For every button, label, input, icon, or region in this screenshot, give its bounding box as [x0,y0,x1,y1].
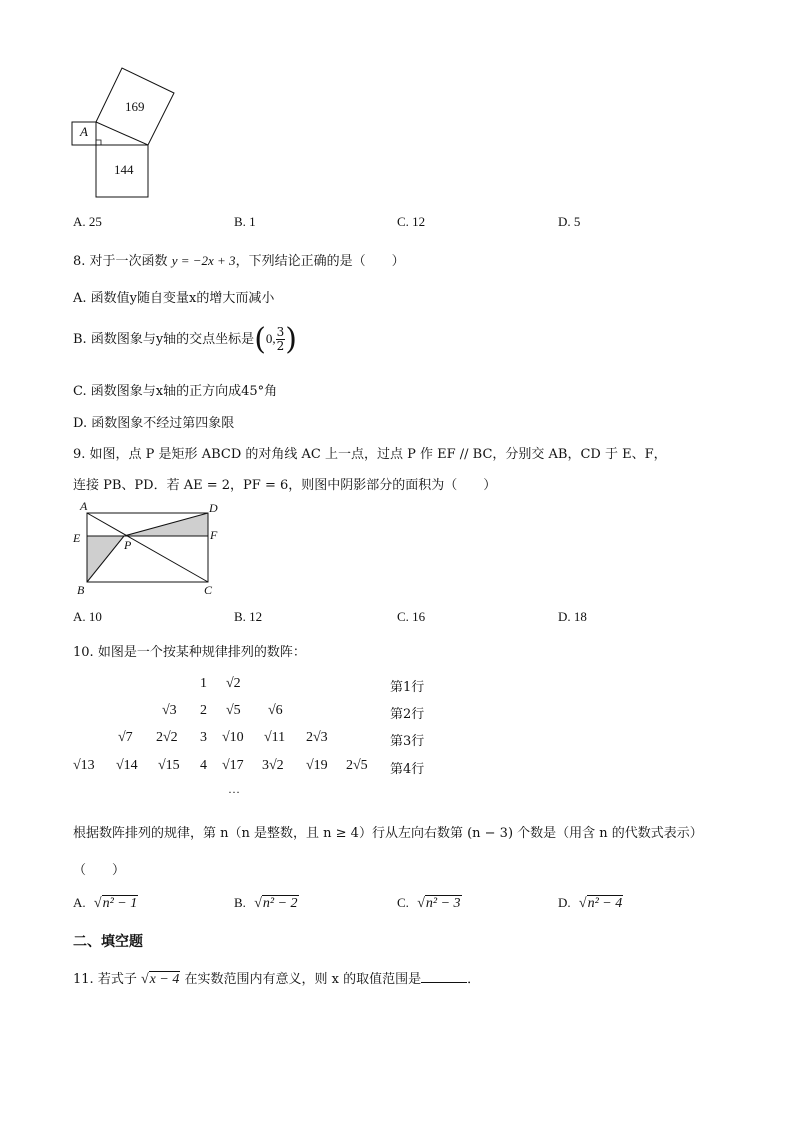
label-point-f: F [210,528,218,542]
array-cell: 2√5 [346,758,368,773]
label-point-d: D [209,501,218,515]
q9-option-c[interactable]: C. 16 [397,609,426,624]
q10-option-a[interactable]: A. √n² − 1 [73,895,138,911]
q8-option-d[interactable]: D. 函数图象不经过第四象限 [73,416,235,431]
array-cell: √14 [116,758,138,773]
array-cell: √2 [226,676,241,691]
label-point-e: E [73,531,81,545]
array-cell: 1 [200,676,207,691]
array-cell: 2√2 [156,730,178,745]
array-row-label: 第2行 [390,707,425,722]
label-a: A [80,124,88,139]
q9-stem-line2: 连接 PB、PD．若 AE = 2，PF = 6，则图中阴影部分的面积为（ ） [73,478,497,493]
array-cell: 3√2 [262,758,284,773]
q8-formula: y = −2x + 3 [171,253,236,268]
label-144: 144 [114,162,134,177]
q11-answer-blank[interactable] [421,982,467,983]
array-cell: 2√3 [306,730,328,745]
q10-option-b[interactable]: B. √n² − 2 [234,895,298,911]
array-cell: √17 [222,758,244,773]
q8-stem: 8. 对于一次函数 y = −2x + 3，下列结论正确的是（ ） [73,253,405,269]
q8-option-a[interactable]: A. 函数值y随自变量x的增大而减小 [73,291,275,306]
array-cell: √5 [226,703,241,718]
q9-rectangle-figure [84,506,214,596]
array-row-label: 第3行 [390,734,425,749]
q7-option-c[interactable]: C. 12 [397,214,426,229]
q9-option-b[interactable]: B. 12 [234,609,263,624]
q7-option-d[interactable]: D. 5 [558,214,581,229]
array-row-label: 第1行 [390,680,425,695]
array-cell: √13 [73,758,95,773]
right-angle-marker [96,140,101,145]
q11-radical: √x − 4 [140,972,180,987]
q7-option-a[interactable]: A. 25 [73,214,102,229]
array-cell: 2 [200,703,207,718]
q10-option-d[interactable]: D. √n² − 4 [558,895,623,911]
array-cell: 3 [200,730,207,745]
label-point-p: P [124,538,132,552]
array-cell: 4 [200,758,207,773]
array-cell: √3 [162,703,177,718]
q7-option-b[interactable]: B. 1 [234,214,256,229]
array-cell: √10 [222,730,244,745]
q8-option-c[interactable]: C. 函数图象与x轴的正方向成45°角 [73,384,278,399]
array-cell: √7 [118,730,133,745]
label-point-a: A [80,499,88,513]
array-ellipsis: … [228,782,240,796]
array-cell: √11 [264,730,286,745]
q11-stem: 11. 若式子 √x − 4 在实数范围内有意义，则 x 的取值范围是 ． [73,972,481,987]
label-point-b: B [77,583,85,597]
label-169: 169 [125,99,145,114]
q9-option-a[interactable]: A. 10 [73,609,102,624]
array-cell: √6 [268,703,283,718]
q10-answer-paren: （ ） [73,863,126,878]
array-cell: √15 [158,758,180,773]
array-row-label: 第4行 [390,762,425,777]
q8-option-b[interactable]: B. 函数图象与y轴的交点坐标是(0, $\frac{3}{2}$ ) [73,322,298,357]
label-point-c: C [204,583,213,597]
q9-option-d[interactable]: D. 18 [558,609,587,624]
q10-question: 根据数阵排列的规律，第 n（n 是整数，且 n ≥ 4）行从左向右数第 (n − 3) 个数是（用含 n 的代数式表示） [73,826,703,841]
section-heading-fill-in: 二、填空题 [73,934,143,950]
q10-stem: 10. 如图是一个按某种规律排列的数阵： [73,645,306,660]
array-cell: √19 [306,758,328,773]
q10-option-c[interactable]: C. √n² − 3 [397,895,461,911]
q9-stem-line1: 9. 如图，点 P 是矩形 ABCD 的对角线 AC 上一点，过点 P 作 EF // BC，分别交 AB，CD 于 E、F， [73,447,667,462]
